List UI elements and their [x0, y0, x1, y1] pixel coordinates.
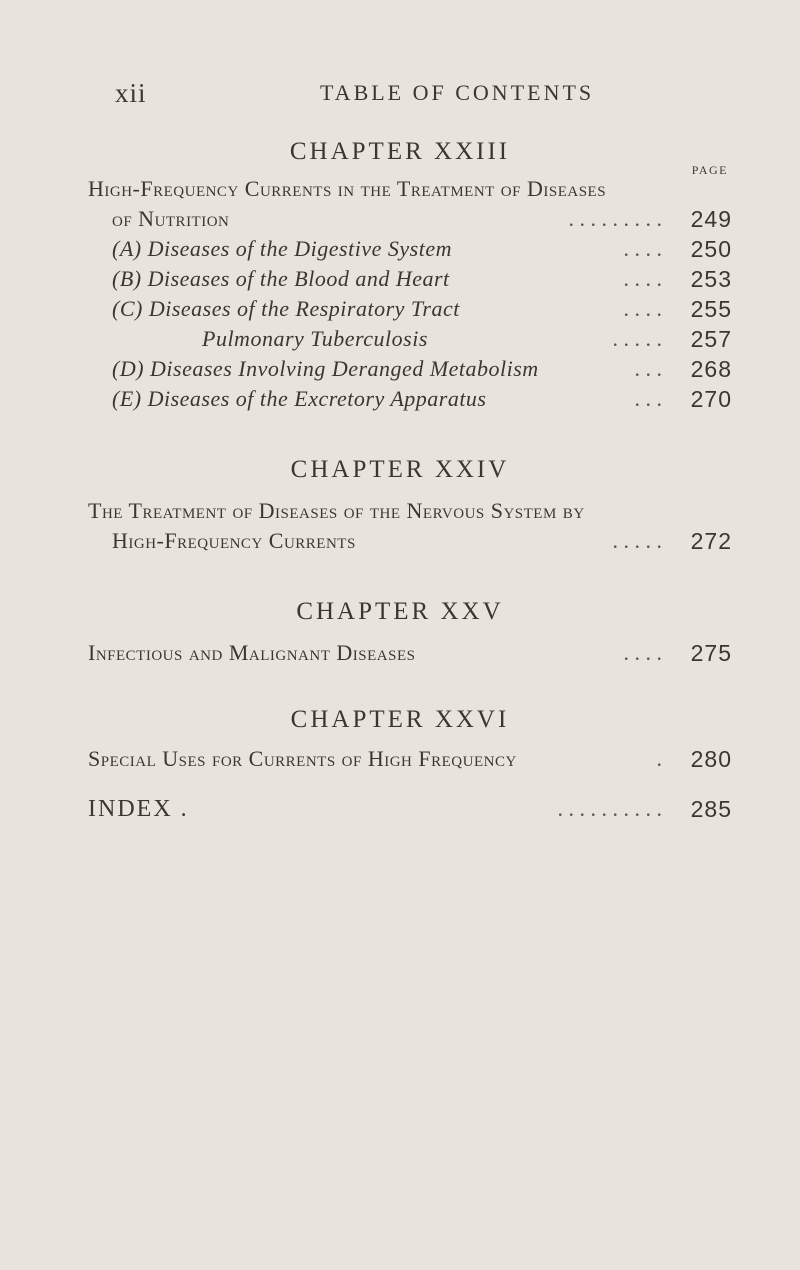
toc-entry-title: High-Frequency Currents: [112, 528, 356, 553]
toc-entry-title: Pulmonary Tuberculosis: [202, 326, 428, 351]
toc-entry: [0, 386, 800, 416]
index-title: INDEX .: [88, 796, 189, 822]
dot-leader: . . . .: [623, 266, 662, 291]
toc-entry: [0, 746, 800, 776]
toc-entry: [0, 640, 800, 670]
dot-leader: . . .: [634, 356, 662, 381]
page-number: xii: [115, 78, 147, 108]
chapter-heading: CHAPTER XXIV: [290, 456, 510, 483]
toc-page-number: 285: [690, 796, 732, 822]
dot-leader: . . . . . . . . .: [568, 206, 662, 231]
toc-entry: [0, 266, 800, 296]
dot-leader: . . . . .: [612, 528, 662, 553]
toc-page-number: 253: [690, 266, 732, 292]
toc-entry-title: (A) Diseases of the Digestive System: [112, 236, 452, 261]
toc-page-number: 272: [690, 528, 732, 554]
toc-entry-line: [0, 498, 800, 528]
toc-page-number: 268: [690, 356, 732, 382]
toc-entry-title: High-Frequency Currents in the Treatment of Diseases: [88, 176, 607, 201]
toc-entry: [0, 356, 800, 386]
toc-entry-line: [0, 176, 800, 206]
toc-entry: [0, 326, 800, 356]
toc-entry-title: (C) Diseases of the Respiratory Tract: [112, 296, 460, 321]
dot-leader: . . . .: [623, 296, 662, 321]
toc-entry-title: The Treatment of Diseases of the Nervous System by: [88, 498, 585, 523]
running-head-title: TABLE OF CONTENTS: [320, 80, 595, 105]
toc-entry-title: (D) Diseases Involving Deranged Metabolism: [112, 356, 539, 381]
dot-leader: . . . . .: [612, 326, 662, 351]
page-column-label: PAGE: [691, 163, 728, 177]
toc-entry: [0, 528, 800, 558]
dot-leader: . . .: [634, 386, 662, 411]
toc-page-number: 255: [690, 296, 732, 322]
chapter-heading: CHAPTER XXIII: [289, 138, 511, 165]
dot-leader: . . . . . . . . . .: [557, 796, 662, 821]
toc-entry-title: (E) Diseases of the Excretory Apparatus: [112, 386, 487, 411]
dot-leader: .: [656, 746, 662, 771]
dot-leader: . . . .: [623, 640, 662, 665]
toc-entry-title: (B) Diseases of the Blood and Heart: [112, 266, 450, 291]
toc-page-number: 280: [690, 746, 732, 772]
toc-page-number: 275: [690, 640, 732, 666]
toc-page-number: 250: [690, 236, 732, 262]
toc-entry: [0, 236, 800, 266]
running-head: [115, 78, 685, 108]
toc-entry-title: Special Uses for Currents of High Frequency: [88, 746, 517, 771]
dot-leader: . . . .: [623, 236, 662, 261]
toc-page-number: 257: [690, 326, 732, 352]
toc-entry: [0, 296, 800, 326]
chapter-heading: CHAPTER XXVI: [290, 706, 510, 733]
chapter-heading: CHAPTER XXV: [296, 598, 504, 625]
toc-page-number: 249: [690, 206, 732, 232]
toc-entry-index: [0, 796, 800, 826]
toc-entry-title: Infectious and Malignant Diseases: [88, 640, 416, 665]
toc-entry-title: of Nutrition: [112, 206, 230, 231]
toc-page-number: 270: [690, 386, 732, 412]
toc-entry: [0, 206, 800, 236]
